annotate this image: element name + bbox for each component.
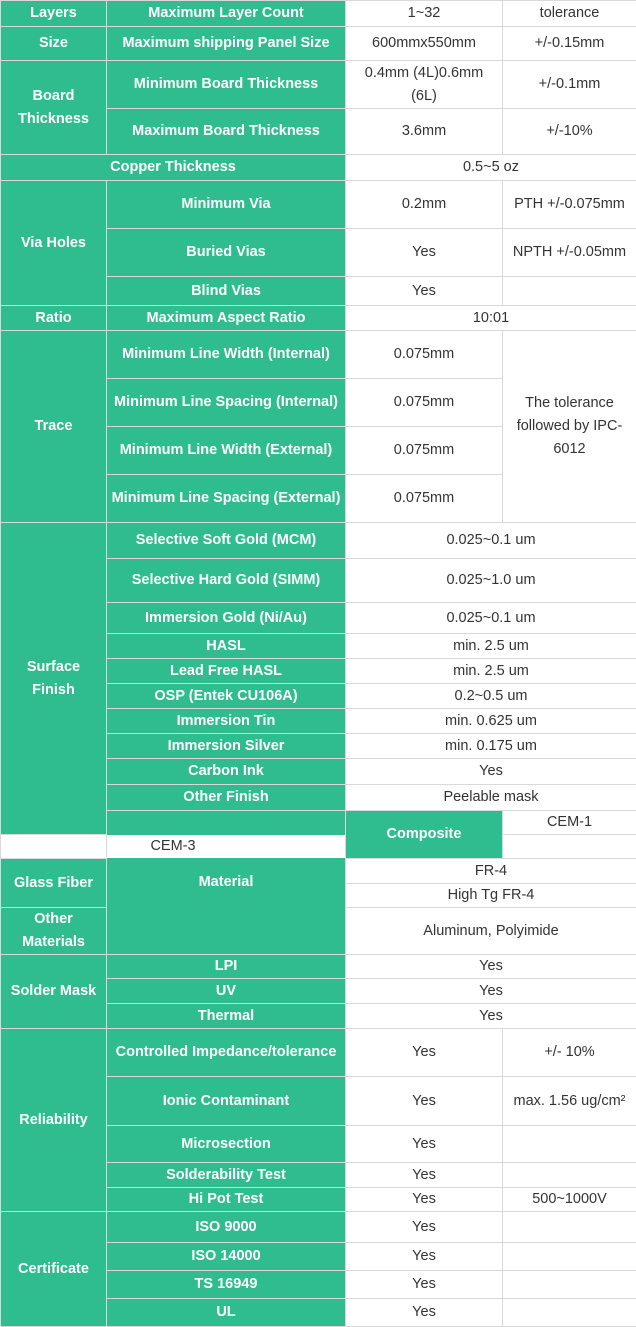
value-cell: Yes xyxy=(346,1271,503,1299)
feature-cell: Maximum Layer Count xyxy=(107,1,346,27)
value-cell: 0.5~5 oz xyxy=(346,155,636,181)
value-cell: Yes xyxy=(346,955,636,979)
feature-cell: Hi Pot Test xyxy=(107,1188,346,1212)
value-cell xyxy=(503,277,636,306)
value-cell: +/-0.1mm xyxy=(503,61,636,109)
value-cell: max. 1.56 ug/cm² xyxy=(503,1077,636,1126)
feature-cell: Controlled Impedance/tolerance xyxy=(107,1029,346,1077)
value-cell xyxy=(503,1243,636,1271)
table-row xyxy=(1,1029,636,1077)
table-row xyxy=(1,835,636,859)
value-cell: CEM-1 xyxy=(503,811,636,835)
value-cell: NPTH +/-0.05mm xyxy=(503,229,636,277)
value-cell: Yes xyxy=(346,1077,503,1126)
value-cell: High Tg FR-4 xyxy=(346,884,636,908)
table-body xyxy=(1,1,636,1327)
feature-cell: Immersion Silver xyxy=(107,734,346,759)
value-cell: The tolerance followed by IPC-6012 xyxy=(503,331,636,523)
feature-cell: Maximum shipping Panel Size xyxy=(107,27,346,61)
value-cell: min. 2.5 um xyxy=(346,634,636,659)
category-cell: Size xyxy=(1,27,107,61)
feature-cell: Solderability Test xyxy=(107,1163,346,1188)
table-row xyxy=(1,27,636,61)
value-cell: 600mmx550mm xyxy=(346,27,503,61)
value-cell: Yes xyxy=(346,229,503,277)
value-cell: min. 0.625 um xyxy=(346,709,636,734)
value-cell: 0.075mm xyxy=(346,379,503,427)
feature-cell: LPI xyxy=(107,955,346,979)
category-cell: Solder Mask xyxy=(1,955,107,1029)
value-cell: Yes xyxy=(346,1243,503,1271)
value-cell: 0.075mm xyxy=(346,427,503,475)
feature-cell: Microsection xyxy=(107,1126,346,1163)
feature-cell: Minimum Via xyxy=(107,181,346,229)
table-row xyxy=(1,306,636,331)
feature-cell: Selective Hard Gold (SIMM) xyxy=(107,559,346,603)
feature-cell: Buried Vias xyxy=(107,229,346,277)
category-cell: Via Holes xyxy=(1,181,107,306)
value-cell: 500~1000V xyxy=(503,1188,636,1212)
feature-cell: Carbon Ink xyxy=(107,759,346,785)
feature-cell: Lead Free HASL xyxy=(107,659,346,684)
value-cell: Yes xyxy=(346,1004,636,1029)
value-cell: tolerance xyxy=(503,1,636,27)
feature-cell: Composite xyxy=(346,811,503,859)
value-cell: CEM-3 xyxy=(1,835,346,859)
value-cell xyxy=(503,1126,636,1163)
feature-cell: Immersion Tin xyxy=(107,709,346,734)
value-cell: Yes xyxy=(346,759,636,785)
value-cell: Yes xyxy=(346,979,636,1004)
value-cell: Yes xyxy=(346,277,503,306)
category-cell: Board Thickness xyxy=(1,61,107,155)
value-cell: Yes xyxy=(346,1126,503,1163)
feature-cell: Other Materials xyxy=(1,908,107,955)
value-cell: Yes xyxy=(346,1212,503,1243)
feature-cell: TS 16949 xyxy=(107,1271,346,1299)
value-cell: +/-0.15mm xyxy=(503,27,636,61)
value-cell: Yes xyxy=(346,1299,503,1327)
value-cell: 0.2mm xyxy=(346,181,503,229)
value-cell xyxy=(503,1299,636,1327)
value-cell: 0.025~1.0 um xyxy=(346,559,636,603)
value-cell: 3.6mm xyxy=(346,109,503,155)
value-cell: 0.2~0.5 um xyxy=(346,684,636,709)
value-cell: Yes xyxy=(346,1163,503,1188)
category-cell: Material xyxy=(107,811,346,955)
value-cell: 1~32 xyxy=(346,1,503,27)
category-cell: Surface Finish xyxy=(1,523,107,835)
category-cell: Ratio xyxy=(1,306,107,331)
feature-cell: OSP (Entek CU106A) xyxy=(107,684,346,709)
category-cell: Certificate xyxy=(1,1212,107,1327)
table-row xyxy=(1,523,636,559)
feature-cell: Minimum Line Spacing (Internal) xyxy=(107,379,346,427)
feature-cell: HASL xyxy=(107,634,346,659)
value-cell: +/-10% xyxy=(503,109,636,155)
value-cell: Yes xyxy=(346,1029,503,1077)
feature-cell: Blind Vias xyxy=(107,277,346,306)
value-cell: 0.075mm xyxy=(346,475,503,523)
feature-cell: Maximum Board Thickness xyxy=(107,109,346,155)
feature-cell: Ionic Contaminant xyxy=(107,1077,346,1126)
feature-cell: Maximum Aspect Ratio xyxy=(107,306,346,331)
feature-cell: Copper Thickness xyxy=(1,155,346,181)
table-row xyxy=(1,1,636,27)
table-row xyxy=(1,61,636,109)
feature-cell: Minimum Board Thickness xyxy=(107,61,346,109)
value-cell: 10:01 xyxy=(346,306,636,331)
value-cell: FR-4 xyxy=(346,859,636,884)
value-cell: Peelable mask xyxy=(346,785,636,811)
feature-cell: Minimum Line Width (External) xyxy=(107,427,346,475)
value-cell: min. 2.5 um xyxy=(346,659,636,684)
feature-cell: ISO 14000 xyxy=(107,1243,346,1271)
category-cell: Trace xyxy=(1,331,107,523)
value-cell xyxy=(503,1212,636,1243)
feature-cell: Immersion Gold (Ni/Au) xyxy=(107,603,346,634)
category-cell: Layers xyxy=(1,1,107,27)
table-row xyxy=(1,181,636,229)
value-cell: PTH +/-0.075mm xyxy=(503,181,636,229)
feature-cell: ISO 9000 xyxy=(107,1212,346,1243)
feature-cell: Thermal xyxy=(107,1004,346,1029)
feature-cell: UL xyxy=(107,1299,346,1327)
feature-cell: Minimum Line Width (Internal) xyxy=(107,331,346,379)
table-row xyxy=(1,955,636,979)
value-cell: 0.075mm xyxy=(346,331,503,379)
value-cell: Yes xyxy=(346,1188,503,1212)
value-cell xyxy=(503,1163,636,1188)
value-cell: Aluminum, Polyimide xyxy=(346,908,636,955)
value-cell xyxy=(503,1271,636,1299)
category-cell: Reliability xyxy=(1,1029,107,1212)
table-row xyxy=(1,1212,636,1243)
feature-cell: Other Finish xyxy=(107,785,346,811)
feature-cell: UV xyxy=(107,979,346,1004)
feature-cell: Minimum Line Spacing (External) xyxy=(107,475,346,523)
value-cell: 0.025~0.1 um xyxy=(346,603,636,634)
table-row xyxy=(1,155,636,181)
value-cell: 0.025~0.1 um xyxy=(346,523,636,559)
value-cell: min. 0.175 um xyxy=(346,734,636,759)
feature-cell: Selective Soft Gold (MCM) xyxy=(107,523,346,559)
table-row xyxy=(1,331,636,379)
value-cell: 0.4mm (4L)0.6mm (6L) xyxy=(346,61,503,109)
value-cell: +/- 10% xyxy=(503,1029,636,1077)
feature-cell: Glass Fiber xyxy=(1,859,107,908)
